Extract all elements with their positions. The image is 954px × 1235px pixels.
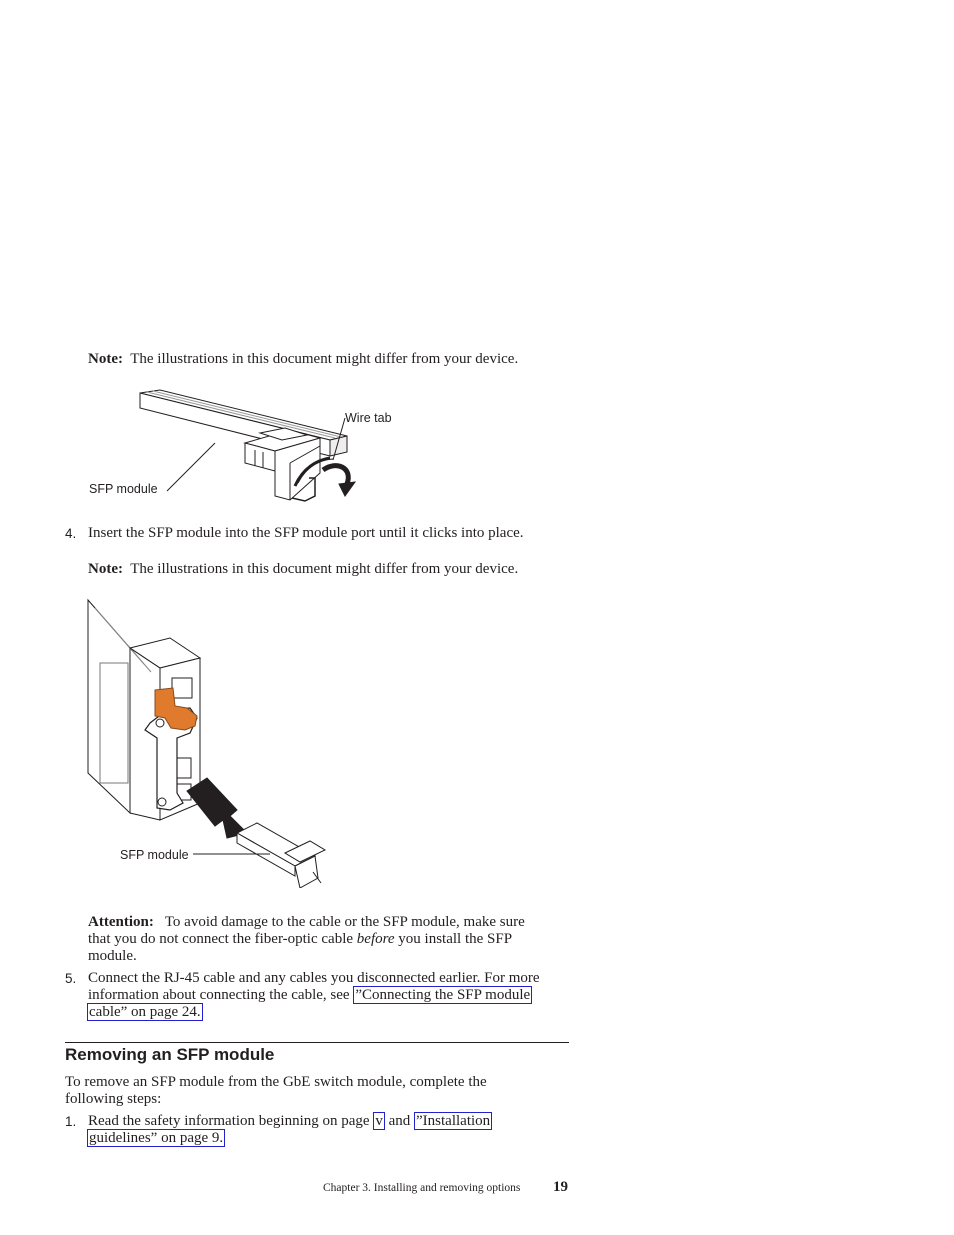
intro-line-2: following steps:	[65, 1091, 162, 1107]
step-1-number: 1.	[65, 1114, 77, 1129]
step-1-line-1: Read the safety information beginning on page v and ”Installation	[88, 1113, 491, 1129]
intro-line-1: To remove an SFP module from the GbE switch module, complete the	[65, 1074, 487, 1090]
step-1-line-2	[87, 1130, 225, 1147]
section-title: Removing an SFP module	[65, 1045, 275, 1064]
page-number: 19	[553, 1179, 568, 1195]
installation-guidelines-link[interactable]: ”Installation	[416, 1113, 491, 1129]
sfp-module-callout-1: SFP module	[89, 482, 158, 496]
step-5-number: 5.	[65, 971, 77, 986]
installation-guidelines-link-cont[interactable]: guidelines” on page 9.	[89, 1130, 224, 1146]
connecting-cable-link-cont[interactable]: cable” on page 24.	[89, 1004, 201, 1020]
connecting-cable-link[interactable]: ”Connecting the SFP module	[355, 987, 531, 1003]
step-5-line-2: information about connecting the cable, see ”Connecting the SFP module	[88, 987, 531, 1003]
note-text: The illustrations in this document might differ from your device.	[130, 351, 519, 367]
step-4-text: Insert the SFP module into the SFP module port until it clicks into place.	[88, 525, 524, 541]
sfp-module-callout-2: SFP module	[120, 848, 189, 862]
step-4-number: 4.	[65, 526, 77, 541]
step-5-line-1: Connect the RJ-45 cable and any cables you disconnected earlier. For more	[88, 970, 540, 986]
note-label: Note:	[88, 561, 123, 577]
attention-label: Attention:	[88, 914, 154, 930]
attention-line-1: Attention: To avoid damage to the cable or the SFP module, make sure	[88, 914, 525, 930]
section-rule	[65, 1042, 569, 1043]
note-text: The illustrations in this document might differ from your device.	[130, 561, 519, 577]
sfp-insertion-illustration	[85, 598, 330, 888]
footer-chapter: Chapter 3. Installing and removing options	[323, 1182, 521, 1194]
attention-line-2: that you do not connect the fiber-optic cable before you install the SFP	[88, 931, 513, 947]
step-5-line-3	[87, 1004, 203, 1021]
attention-line-3: module.	[88, 948, 137, 964]
note-1	[88, 351, 518, 368]
note-label: Note:	[88, 351, 123, 367]
note-2	[88, 561, 518, 578]
safety-page-link[interactable]: v	[375, 1113, 383, 1129]
wire-tab-callout: Wire tab	[345, 411, 392, 425]
